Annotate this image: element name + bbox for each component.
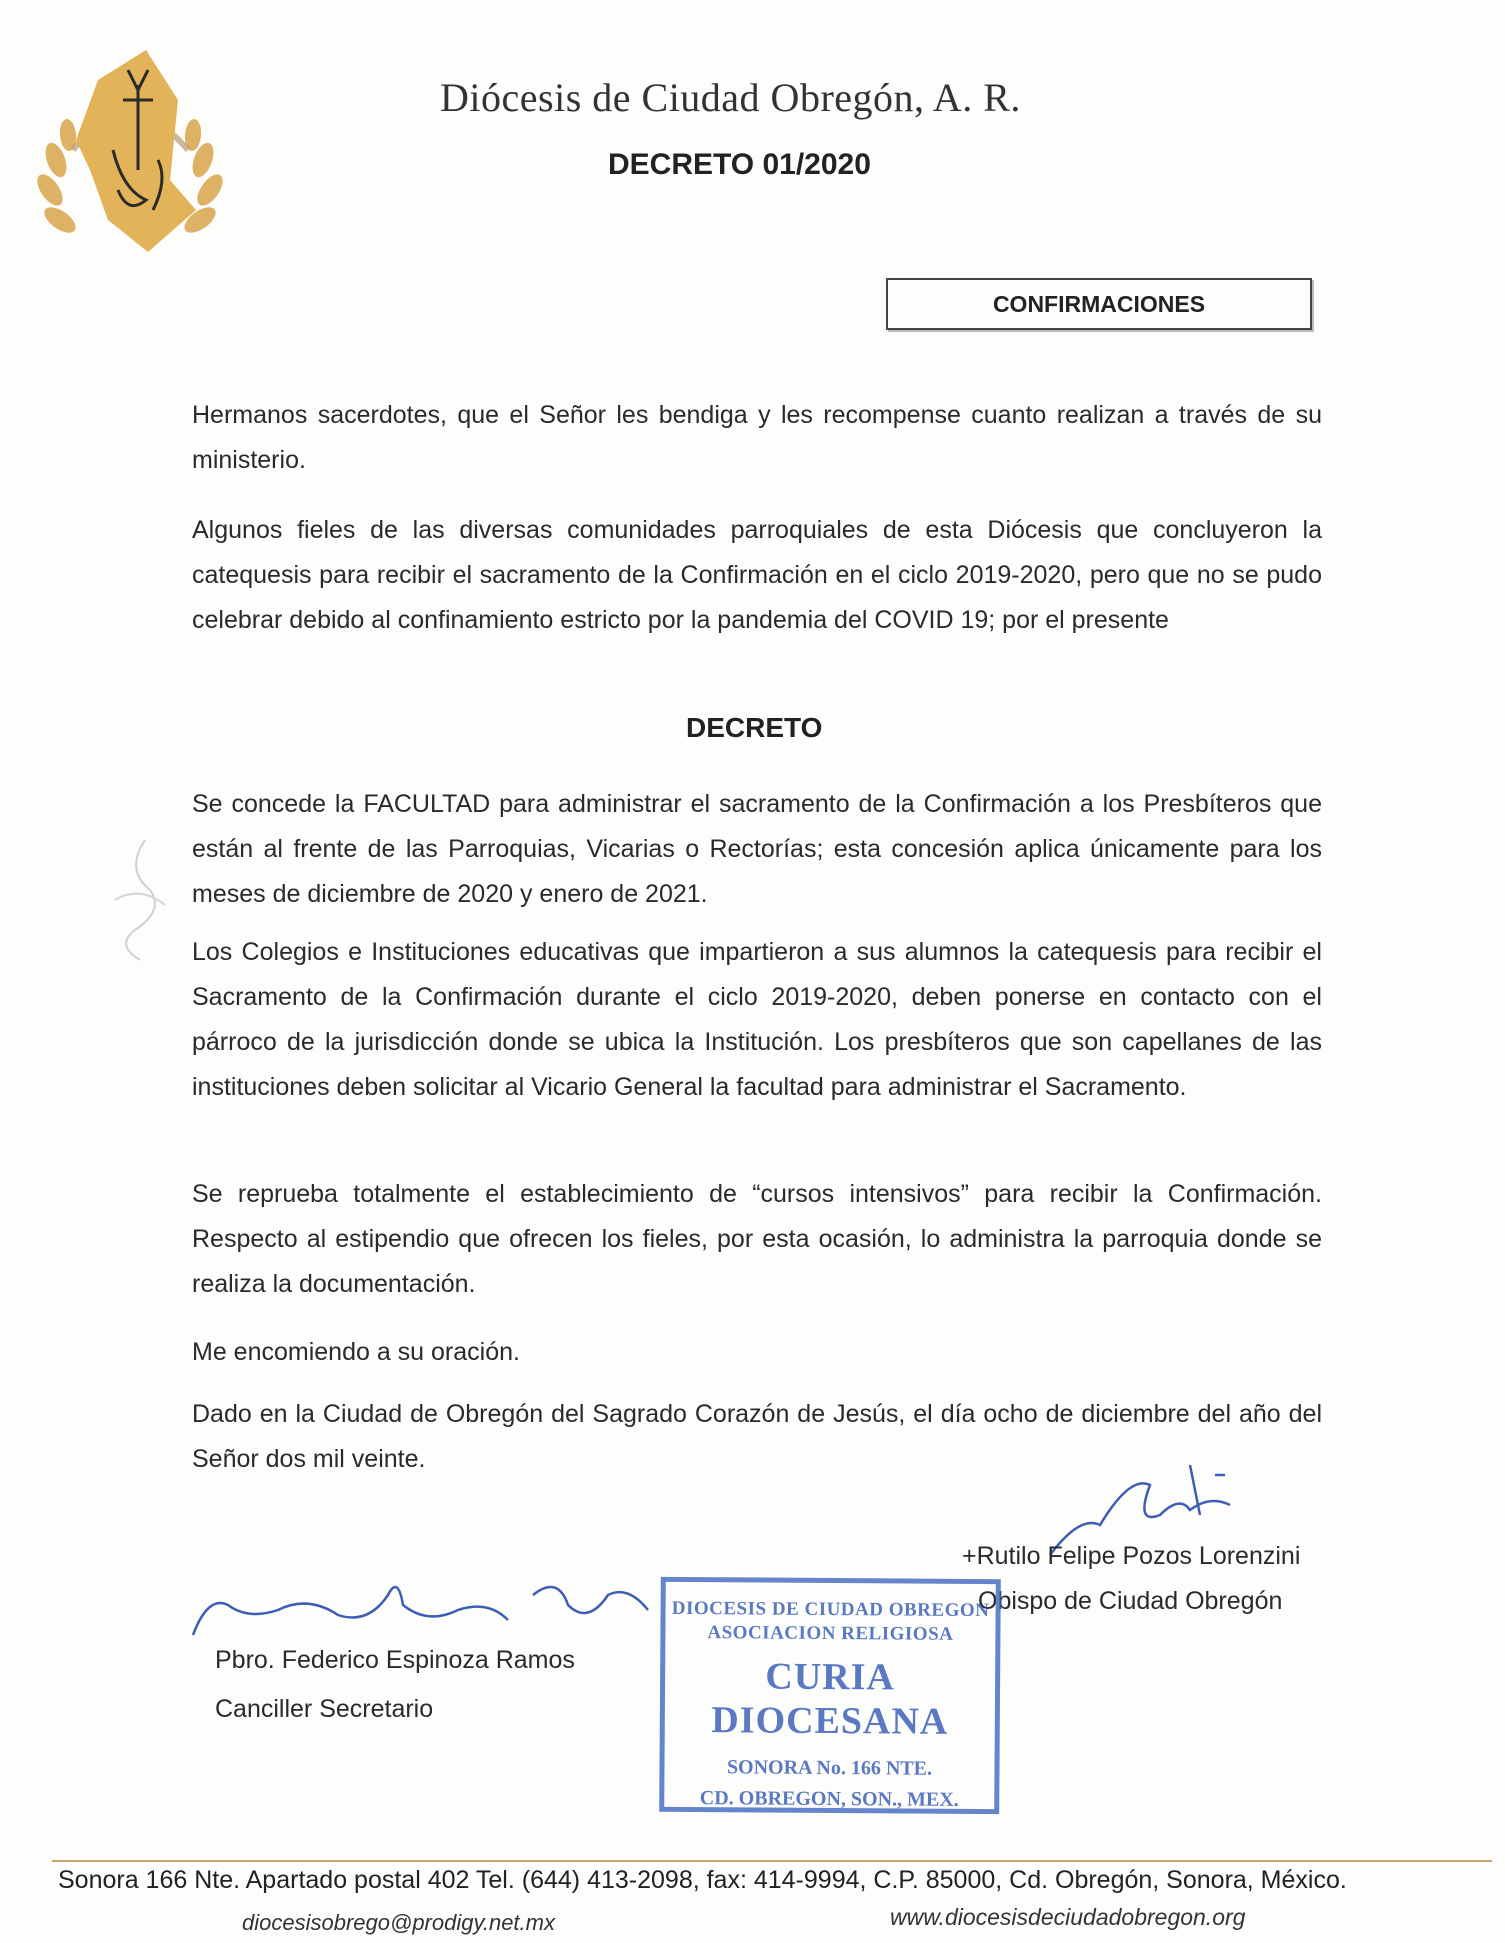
- decree-paragraph-faculty: Se concede la FACULTAD para administrar el sacramento de la Confirmación a los Presbíteros que están al frente de las Parroquias, Vicarias o Rectorías; esta concesión aplica únicamente para los meses de diciembre de 2020 y enero de 2021.: [192, 790, 1322, 908]
- intro-paragraph: Algunos fieles de las diversas comunidades parroquiales de esta Diócesis que concluyeron la catequesis para recibir el sacramento de la Confirmación en el ciclo 2019-2020, pero que no se pudo celebrar debido al confinamiento estricto por la pandemia del COVID 19; por el presente: [192, 516, 1322, 634]
- secretary-name: Pbro. Federico Espinoza Ramos: [215, 1646, 575, 1674]
- stamp-line: CD. OBREGON, SON., MEX.: [699, 1787, 959, 1811]
- decree-paragraph-schools: Los Colegios e Instituciones educativas que impartieron a sus alumnos la catequesis para recibir el Sacramento de la Confirmación durante el ciclo 2019-2020, deben ponerse en contacto con el párroco de la jurisdicción donde se ubica la Institución. Los presbíteros que son capellanes de las instituciones deben solicitar al Vicario General la facultad para administrar el Sacramento.: [192, 938, 1322, 1101]
- margin-scribble-icon: [95, 830, 185, 970]
- stamp-line: DIOCESIS DE CIUDAD OBREGON: [671, 1597, 990, 1622]
- diocese-logo: [28, 40, 233, 255]
- greeting-paragraph: Hermanos sacerdotes, que el Señor les bendiga y les recompense cuanto realizan a través de su ministerio.: [192, 401, 1322, 474]
- bishop-name: +Rutilo Felipe Pozos Lorenzini: [962, 1542, 1301, 1570]
- footer-email[interactable]: diocesisobrego@prodigy.net.mx: [242, 1910, 555, 1935]
- decree-heading: DECRETO: [686, 712, 823, 743]
- stamp-title: CURIA DIOCESANA: [711, 1655, 949, 1743]
- subject-box: CONFIRMACIONES: [886, 278, 1312, 330]
- secretary-title: Canciller Secretario: [215, 1695, 434, 1723]
- closing-paragraph: Dado en la Ciudad de Obregón del Sagrado Corazón de Jesús, el día ocho de diciembre del año del Señor dos mil veinte.: [192, 1400, 1322, 1473]
- stamp-line: ASOCIACION RELIGIOSA: [707, 1622, 954, 1645]
- organization-name: Diócesis de Ciudad Obregón, A. R.: [440, 75, 1021, 120]
- stamp-line: SONORA No. 166 NTE.: [726, 1756, 933, 1780]
- footer-address: Sonora 166 Nte. Apartado postal 402 Tel. (644) 413-2098, fax: 414-9994, C.P. 85000, Cd. Obregón, Sonora, México.: [58, 1866, 1347, 1894]
- footer-divider: [52, 1860, 1492, 1862]
- bishop-title: Obispo de Ciudad Obregón: [978, 1587, 1283, 1615]
- sonora-map-icon: [76, 50, 196, 252]
- curia-stamp: [659, 1577, 1001, 1814]
- footer-website[interactable]: www.diocesisdeciudadobregon.org: [890, 1904, 1246, 1930]
- prayer-paragraph: Me encomiendo a su oración.: [192, 1338, 520, 1366]
- decree-number: DECRETO 01/2020: [608, 148, 871, 181]
- decree-paragraph-courses: Se reprueba totalmente el establecimiento de “cursos intensivos” para recibir la Confirmación. Respecto al estipendio que ofrecen los fieles, por esta ocasión, lo administra la parroquia donde se realiza la documentación.: [192, 1180, 1322, 1298]
